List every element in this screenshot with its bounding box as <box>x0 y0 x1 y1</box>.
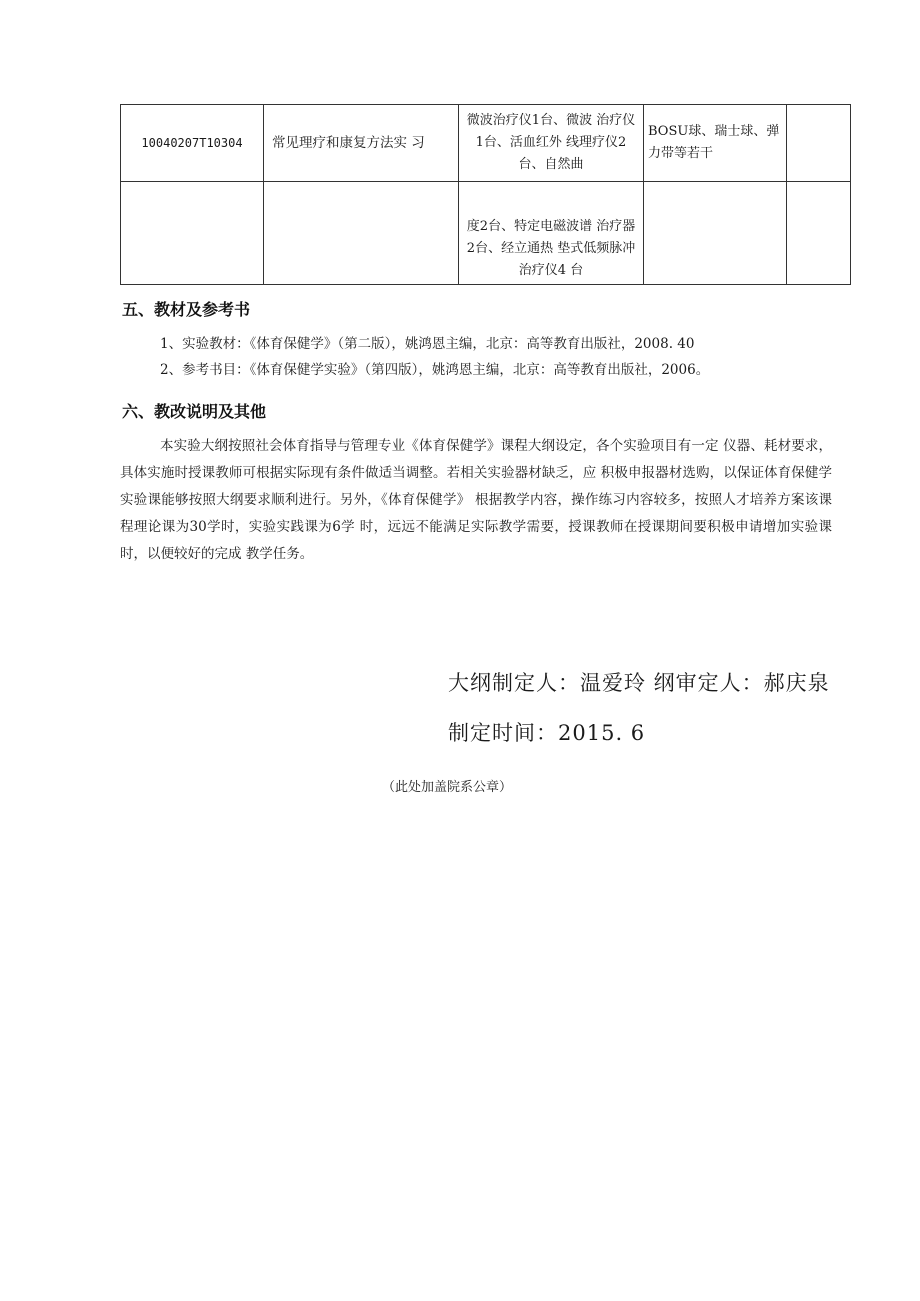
table-row <box>121 105 851 182</box>
section-6-heading: 六、教改说明及其他 <box>122 402 267 421</box>
reform-notes-paragraph: 本实验大纲按照社会体育指导与管理专业《体育保健学》课程大纲设定，各个实验项目有一定 仪器、耗材要求，具体实施时授课教师可根据实际现有条件做适当调整。若相关实验器材缺乏，应 积极申报器材选购，以保证体育保健学实验课能够按照大纲要求顺利进行。另外，《体育保健学》 根据教学内容，操作练习内容较多，按照人才培养方案该课程理论课为30学时，实验实践课为6学 时，远远不能满足实际教学需要，授课教师在授课期间要积极申请增加实验课时，以便较好的完成 教学任务。 <box>120 438 832 562</box>
materials-cell: BOSU球、瑞士球、弹力带等若干 <box>644 105 787 182</box>
instruments-cell: 微波治疗仪1台、微波 治疗仪1台、活血红外 线理疗仪2台、自然曲 <box>459 105 644 182</box>
table-row <box>121 182 851 285</box>
instruments-cell: 度2台、特定电磁波谱 治疗器2台、经立通热 垫式低频脉冲治疗仪4 台 <box>459 182 644 285</box>
course-code-cell: 10040207T10304 <box>121 105 264 182</box>
equipment-table <box>120 104 851 285</box>
section-5-heading: 五、教材及参考书 <box>122 300 251 319</box>
extra-cell <box>787 105 851 182</box>
reference-item-1: 1、实验教材：《体育保健学》（第二版），姚鸿恩主编，北京：高等教育出版社，2008. 40 <box>160 336 695 352</box>
materials-cell <box>644 182 787 285</box>
course-name-cell: 常见理疗和康复方法实 习 <box>264 105 459 182</box>
course-code-cell <box>121 182 264 285</box>
syllabus-makers: 大纲制定人：温爱玲 纲审定人：郝庆泉 <box>448 671 830 695</box>
course-name-cell <box>264 182 459 285</box>
extra-cell <box>787 182 851 285</box>
creation-date: 制定时间：2015. 6 <box>448 721 646 745</box>
reference-item-2: 2、参考书目：《体育保健学实验》（第四版），姚鸿恩主编，北京：高等教育出版社，2006。 <box>160 362 710 378</box>
seal-note: （此处加盖院系公章） <box>382 780 513 795</box>
